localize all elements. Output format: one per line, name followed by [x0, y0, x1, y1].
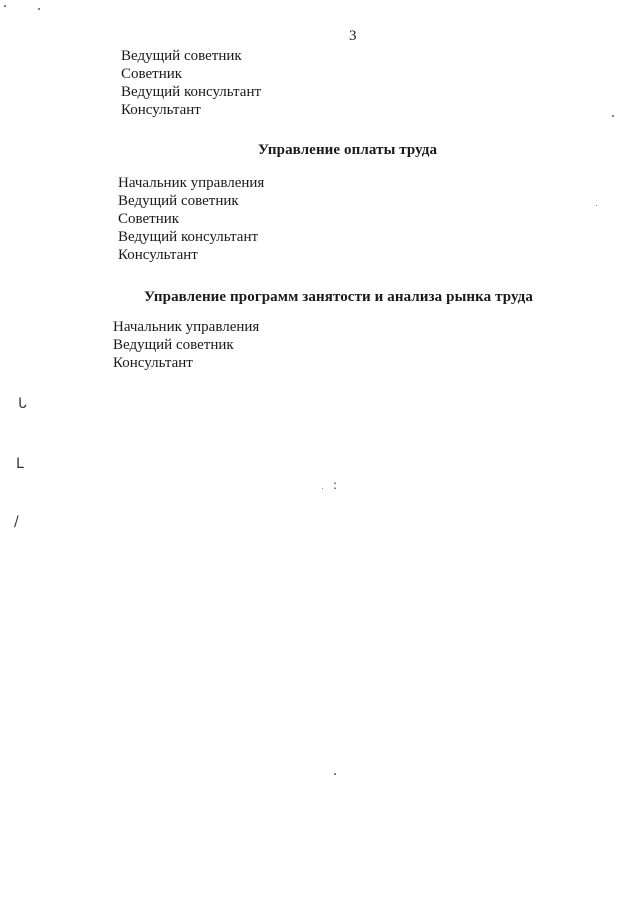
list-item: Ведущий советник	[118, 193, 239, 209]
list-item: Консультант	[118, 247, 198, 263]
scan-mark: /	[14, 514, 19, 530]
section-title: Управление оплаты труда	[258, 142, 438, 158]
scan-speck	[612, 115, 614, 117]
scan-speck	[38, 8, 40, 10]
list-item: Советник	[121, 66, 183, 82]
list-item: Ведущий консультант	[121, 84, 262, 100]
scan-mark: ᒪ	[16, 456, 24, 472]
scan-mark: :	[333, 478, 338, 492]
list-item: Ведущий консультант	[118, 229, 259, 245]
scan-speck	[322, 488, 323, 489]
page-number: 3	[349, 28, 357, 44]
list-item: Ведущий советник	[113, 337, 234, 353]
list-item: Начальник управления	[118, 175, 265, 191]
section-title: Управление программ занятости и анализа рынка труда	[144, 289, 533, 305]
position-list	[121, 47, 261, 119]
list-item: Начальник управления	[113, 319, 260, 335]
scan-speck	[596, 205, 597, 206]
scan-speck	[4, 5, 6, 7]
list-item: Консультант	[113, 355, 193, 371]
position-list	[118, 174, 264, 264]
list-item: Консультант	[121, 102, 201, 118]
scan-mark: ᒐ	[18, 396, 27, 412]
list-item: Ведущий советник	[121, 48, 242, 64]
position-list	[113, 318, 259, 372]
scan-speck	[334, 773, 336, 775]
list-item: Советник	[118, 211, 180, 227]
